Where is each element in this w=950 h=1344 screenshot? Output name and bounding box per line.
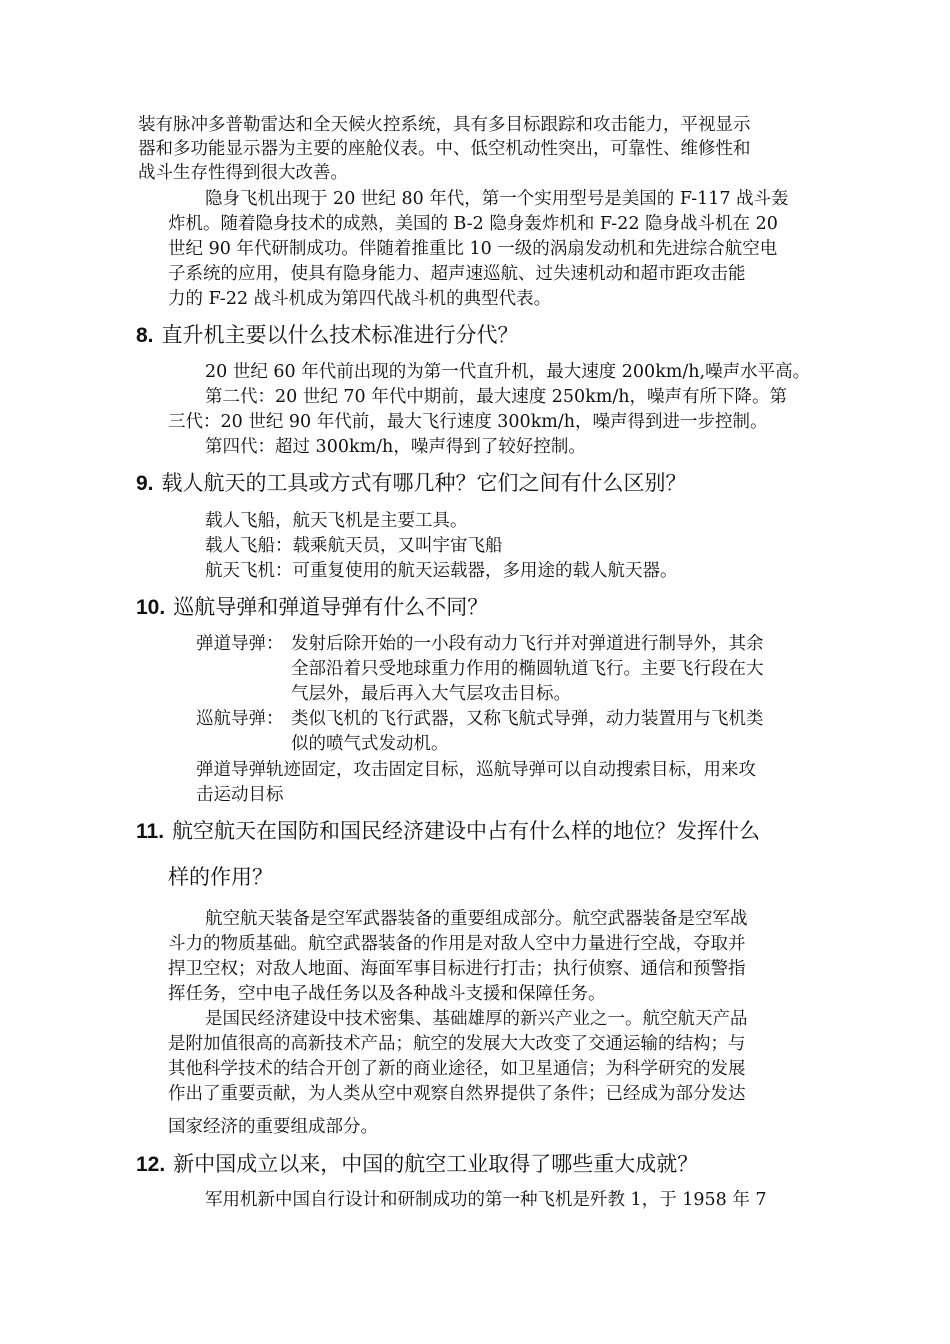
- answer-line: 载人飞船，航天飞机是主要工具。: [205, 511, 468, 531]
- question-number: 8.: [136, 324, 154, 347]
- question-text: 巡航导弹和弹道导弹有什么不同？: [173, 596, 489, 619]
- answer-line: 是国民经济建设中技术密集、基础雄厚的新兴产业之一。航空航天产品: [205, 1009, 748, 1029]
- question-heading-9: [136, 470, 687, 498]
- paragraph-line: 隐身飞机出现于 20 世纪 80 年代，第一个实用型号是美国的 F-117 战斗轰: [205, 189, 789, 209]
- question-heading-12: [136, 1151, 698, 1179]
- answer-line: 作出了重要贡献，为人类从空中观察自然界提供了条件；已经成为部分发达: [168, 1084, 746, 1104]
- definition-line: 似的喷气式发动机。: [291, 734, 449, 754]
- answer-line: 是附加值很高的高新技术产品；航空的发展大大改变了交通运输的结构；与: [168, 1034, 746, 1054]
- answer-line: 其他科学技术的结合开创了新的商业途径，如卫星通信；为科学研究的发展: [168, 1059, 746, 1079]
- paragraph-line: 力的 F-22 战斗机成为第四代战斗机的典型代表。: [168, 289, 552, 309]
- answer-line: 三代：20 世纪 90 年代前，最大飞行速度 300km/h，噪声得到进一步控制。: [168, 412, 768, 432]
- question-text: 直升机主要以什么技术标准进行分代？: [161, 324, 519, 347]
- question-text: 载人航天的工具或方式有哪几种？它们之间有什么区别？: [161, 472, 687, 495]
- answer-line: 击运动目标: [196, 785, 284, 805]
- paragraph-line: 器和多功能显示器为主要的座舱仪表。中、低空机动性突出，可靠性、维修性和: [138, 139, 751, 159]
- answer-line: 20 世纪 60 年代前出现的为第一代直升机，最大速度 200km/h,噪声水平高。: [205, 362, 811, 382]
- answer-line: 挥任务，空中电子战任务以及各种战斗支援和保障任务。: [168, 984, 606, 1004]
- question-number: 11.: [136, 820, 165, 843]
- definition-line: 发射后除开始的一小段有动力飞行并对弹道进行制导外，其余: [291, 634, 764, 654]
- definition-line: 类似飞机的飞行武器，又称飞航式导弹，动力装置用与飞机类: [291, 709, 764, 729]
- question-heading-8: [136, 322, 519, 350]
- question-text: 航空航天在国防和国民经济建设中占有什么样的地位？发挥什么: [172, 820, 761, 843]
- paragraph-line: 子系统的应用，使具有隐身能力、超声速巡航、过失速机动和超市距攻击能: [168, 264, 746, 284]
- answer-line: 航空航天装备是空军武器装备的重要组成部分。航空武器装备是空军战: [205, 909, 748, 929]
- question-number: 9.: [136, 472, 154, 495]
- question-heading-11: [136, 818, 760, 846]
- answer-line: 捍卫空权；对敌人地面、海面军事目标进行打击；执行侦察、通信和预警指: [168, 959, 746, 979]
- answer-line: 斗力的物质基础。航空武器装备的作用是对敌人空中力量进行空战，夺取并: [168, 934, 746, 954]
- answer-line: 第二代：20 世纪 70 年代中期前，最大速度 250km/h，噪声有所下降。第: [205, 387, 788, 407]
- question-text: 新中国成立以来，中国的航空工业取得了哪些重大成就？: [173, 1153, 699, 1176]
- answer-line: 军用机新中国自行设计和研制成功的第一种飞机是歼教 1，于 1958 年 7: [205, 1190, 767, 1210]
- question-heading-10: [136, 594, 488, 622]
- definition-label: 弹道导弹：: [196, 634, 284, 654]
- question-number: 12.: [136, 1153, 166, 1176]
- answer-line: 载人飞船：载乘航天员，又叫宇宙飞船: [205, 536, 503, 556]
- paragraph-line: 装有脉冲多普勒雷达和全天候火控系统，具有多目标跟踪和攻击能力，平视显示: [138, 115, 751, 135]
- paragraph-line: 战斗生存性得到很大改善。: [138, 163, 348, 183]
- paragraph-line: 世纪 90 年代研制成功。伴随着推重比 10 一级的涡扇发动机和先进综合航空电: [168, 239, 778, 259]
- question-text-continued: 样的作用？: [168, 866, 273, 889]
- answer-line: 航天飞机：可重复使用的航天运载器，多用途的载人航天器。: [205, 561, 678, 581]
- answer-line: 国家经济的重要组成部分。: [168, 1117, 378, 1137]
- paragraph-line: 炸机。随着隐身技术的成熟，美国的 B-2 隐身轰炸机和 F-22 隐身战斗机在 20: [168, 214, 778, 234]
- answer-line: 弹道导弹轨迹固定，攻击固定目标，巡航导弹可以自动搜索目标，用来攻: [196, 760, 756, 780]
- answer-line: 第四代：超过 300km/h，噪声得到了较好控制。: [205, 437, 586, 457]
- definition-line: 全部沿着只受地球重力作用的椭圆轨道飞行。主要飞行段在大: [291, 659, 764, 679]
- definition-line: 气层外，最后再入大气层攻击目标。: [291, 684, 571, 704]
- definition-label: 巡航导弹：: [196, 709, 284, 729]
- question-number: 10.: [136, 596, 166, 619]
